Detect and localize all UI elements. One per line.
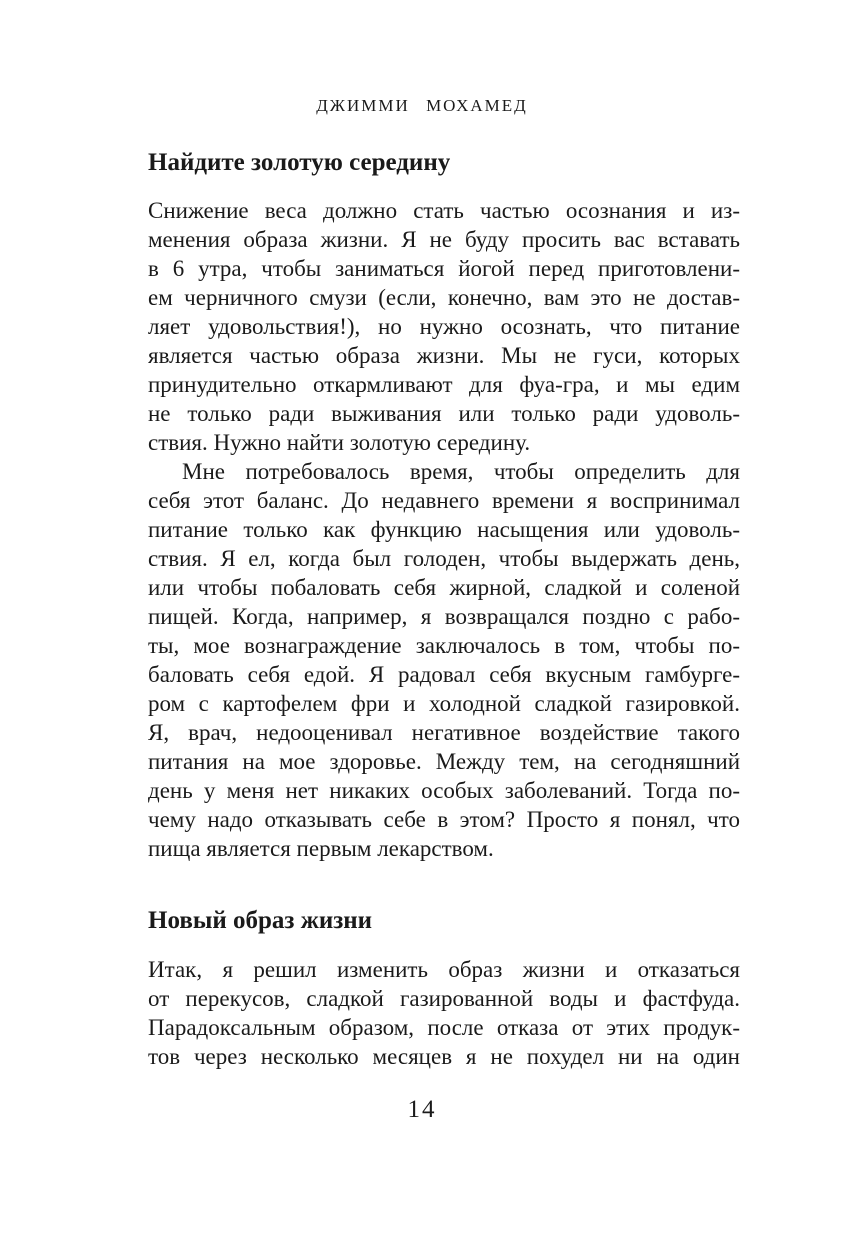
text-line: Парадоксальным образом, после отказа от этих продук- (148, 1015, 740, 1040)
text-line: не только ради выживания или только ради удоволь- (148, 401, 740, 426)
section-heading: Найдите золотую середину (148, 149, 451, 176)
text-line: или чтобы побаловать себя жирной, сладкой и соленой (148, 575, 740, 600)
text-line: Снижение веса должно стать частью осознания и из- (148, 198, 740, 223)
section-heading: Новый образ жизни (148, 907, 373, 934)
text-line: Я, врач, недооценивал негативное воздействие такого (148, 720, 740, 745)
text-line: ляет удовольствия!), но нужно осознать, что питание (148, 314, 740, 339)
text-line: день у меня нет никаких особых заболеваний. Тогда по- (148, 778, 740, 803)
page-number: 14 (407, 1096, 437, 1123)
text-line: ствия. Я ел, когда был голоден, чтобы выдержать день, (148, 546, 740, 571)
text-line: питания на мое здоровье. Между тем, на сегодняшний (148, 749, 740, 774)
section-golden-mean (148, 148, 740, 178)
text-line: себя этот баланс. До недавнего времени я воспринимал (148, 488, 740, 513)
text-line: чему надо отказывать себе в этом? Просто я понял, что (148, 807, 740, 832)
text-line: ем черничного смузи (если, конечно, вам это не достав- (148, 285, 740, 310)
text-line: от перекусов, сладкой газированной воды и фастфуда. (148, 986, 740, 1011)
text-line: тов через несколько месяцев я не похудел ни на один (148, 1044, 740, 1069)
text-line: Итак, я решил изменить образ жизни и отказаться (148, 957, 740, 982)
text-line: менения образа жизни. Я не буду просить вас вставать (148, 227, 740, 252)
text-line: в 6 утра, чтобы заниматься йогой перед приготовлени- (148, 256, 740, 281)
running-head: ДЖИММИ МОХАМЕД (316, 96, 528, 115)
text-line: ром с картофелем фри и холодной сладкой газировкой. (148, 691, 740, 716)
text-line: является частью образа жизни. Мы не гуси, которых (148, 343, 740, 368)
text-line: пищей. Когда, например, я возвращался поздно с рабо- (148, 604, 740, 629)
text-line: принудительно откармливают для фуа-гра, и мы едим (148, 372, 740, 397)
text-line: баловать себя едой. Я радовал себя вкусным гамбурге- (148, 662, 740, 687)
section-new-lifestyle (148, 906, 740, 936)
text-line: ты, мое вознаграждение заключалось в том, чтобы по- (148, 633, 740, 658)
paragraph-3 (148, 955, 740, 1071)
text-line: Мне потребовалось время, чтобы определить для (182, 459, 740, 484)
text-line: пища является первым лекарством. (148, 836, 494, 861)
text-line: питание только как функцию насыщения или удоволь- (148, 517, 740, 542)
text-line: ствия. Нужно найти золотую середину. (148, 430, 531, 455)
paragraph-2 (148, 457, 740, 863)
paragraph-1 (148, 196, 740, 457)
